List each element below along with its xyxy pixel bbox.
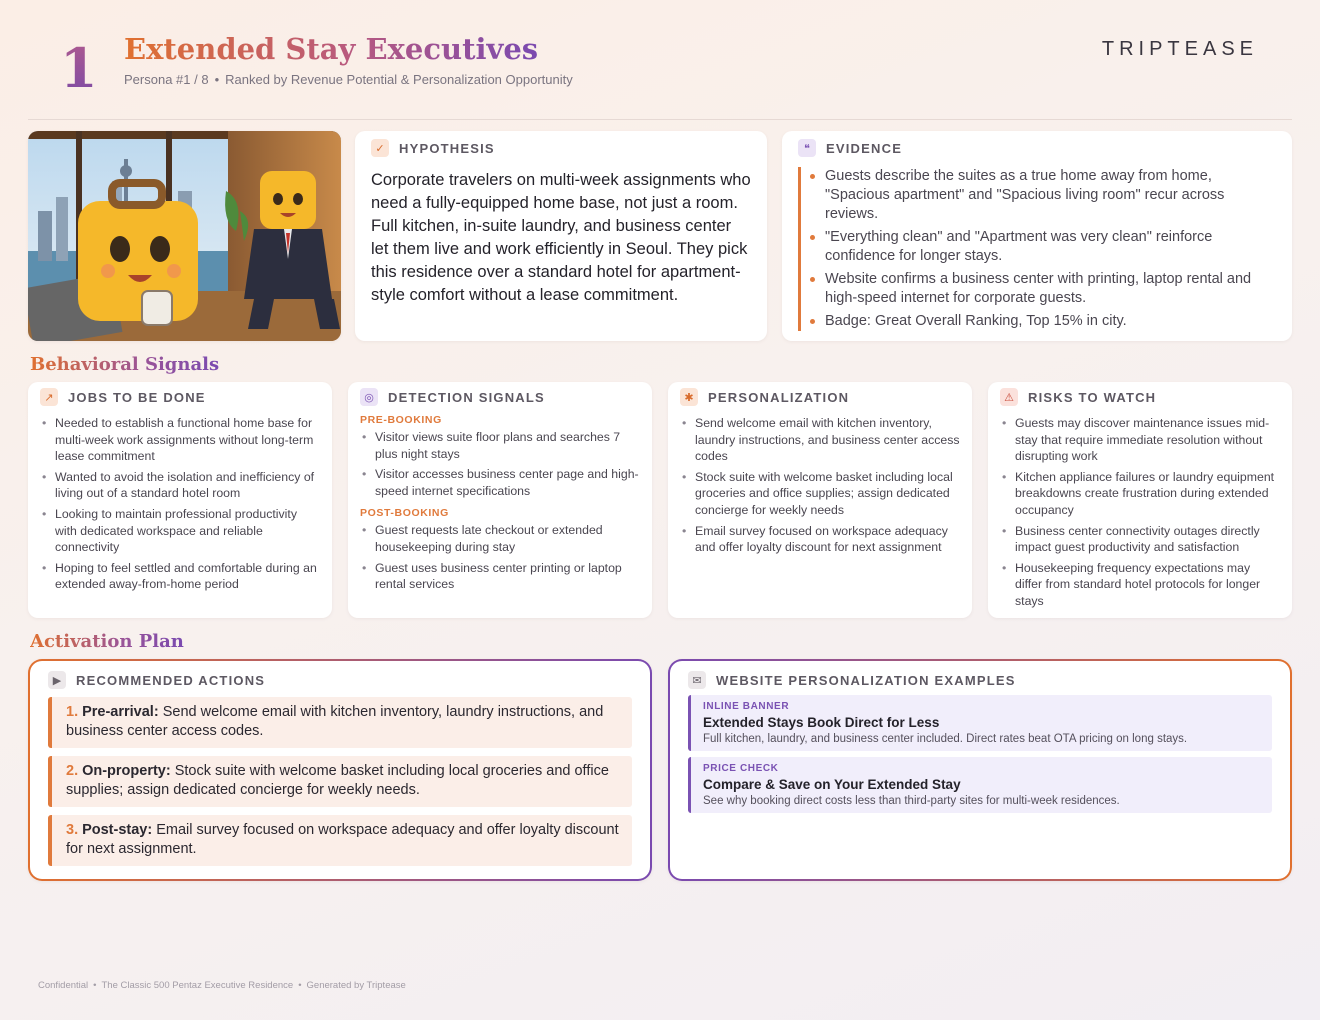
example-kind: INLINE BANNER: [703, 701, 790, 712]
page-title: Extended Stay Executives: [124, 32, 539, 66]
example-description: See why booking direct costs less than third-party sites for multi-week residences.: [703, 795, 1120, 807]
action-item: [48, 815, 632, 866]
action-title: Pre-arrival:: [82, 704, 159, 720]
list-item: • Wanted to avoid the isolation and inefficiency of living out of a standard hotel room: [40, 469, 320, 502]
list-item: • Stock suite with welcome basket including local groceries and office supplies; assign dedicated concierge for weekly needs: [680, 469, 960, 519]
list-item: • Email survey focused on workspace adequacy and offer loyalty discount for next assignment: [680, 523, 960, 556]
action-number: 1.: [66, 704, 79, 720]
list-item: • Guest requests late checkout or extended housekeeping during stay: [360, 522, 640, 555]
play-icon: ▶: [48, 671, 66, 689]
post-booking-label: POST-BOOKING: [360, 507, 449, 520]
example-item: [688, 757, 1272, 813]
hypothesis-heading: HYPOTHESIS: [399, 140, 495, 156]
evidence-item: Website confirms a business center with printing, laptop rental and high-speed internet for corporate guests.: [815, 270, 1276, 308]
risks-heading: RISKS TO WATCH: [1028, 389, 1157, 405]
jobs-heading: JOBS TO BE DONE: [68, 389, 206, 405]
actions-heading: RECOMMENDED ACTIONS: [76, 672, 266, 688]
action-item: [48, 756, 632, 807]
ranking-text: Ranked by Revenue Potential & Personalization Opportunity: [225, 72, 573, 87]
example-title: Extended Stays Book Direct for Less: [703, 715, 940, 730]
action-title: Post-stay:: [82, 822, 153, 838]
radar-icon: ◎: [360, 388, 378, 406]
quote-icon: ❝: [798, 139, 816, 157]
website-heading: WEBSITE PERSONALIZATION EXAMPLES: [716, 672, 1016, 688]
confidential-label: Confidential: [38, 980, 89, 991]
example-item: [688, 695, 1272, 751]
detection-signals-card: [348, 382, 652, 618]
page-header: [28, 28, 1292, 120]
evidence-item: "Everything clean" and "Apartment was very clean" reinforce confidence for longer stays.: [815, 228, 1276, 266]
generated-by: Generated by Triptease: [306, 980, 406, 991]
list-item: • Visitor accesses business center page and high-speed internet specifications: [360, 466, 640, 499]
list-item: • Guests may discover maintenance issues mid-stay that require immediate resolution without disrupting work: [1000, 415, 1280, 465]
arrow-up-right-icon: ↗: [40, 388, 58, 406]
property-name: The Classic 500 Pentaz Executive Residence: [101, 980, 294, 991]
evidence-heading: EVIDENCE: [826, 140, 903, 156]
personalization-heading: PERSONALIZATION: [708, 389, 850, 405]
persona-illustration: [28, 131, 341, 341]
page-subtitle: Persona #1 / 8 • Ranked by Revenue Potential & Personalization Opportunity: [124, 72, 573, 87]
mail-icon: ✉: [688, 671, 706, 689]
check-icon: ✓: [371, 139, 389, 157]
action-number: 3.: [66, 822, 79, 838]
persona-rank: 1: [60, 36, 98, 100]
action-text: Stock suite with welcome basket including local groceries and office supplies; assign dedicated concierge for weekly needs.: [66, 763, 609, 798]
behavioral-signals-heading: Behavioral Signals: [30, 354, 220, 375]
page-footer: Confidential • The Classic 500 Pentaz Executive Residence • Generated by Triptease: [38, 980, 406, 991]
pre-booking-label: PRE-BOOKING: [360, 414, 442, 426]
action-number: 2.: [66, 763, 79, 779]
action-text: Send welcome email with kitchen inventory, laundry instructions, and business center access codes.: [66, 704, 604, 739]
example-description: Full kitchen, laundry, and business center included. Direct rates beat OTA pricing on long stays.: [703, 733, 1188, 745]
list-item: • Needed to establish a functional home base for multi-week work assignments without long-term lease commitment: [40, 415, 320, 465]
persona-number: Persona #1 / 8: [124, 72, 209, 87]
risks-card: [988, 382, 1292, 618]
activation-plan-heading: Activation Plan: [30, 631, 184, 652]
list-item: • Housekeeping frequency expectations may differ from standard hotel protocols for longer stays: [1000, 560, 1280, 610]
list-item: • Kitchen appliance failures or laundry equipment breakdowns create frustration during extended occupancy: [1000, 469, 1280, 519]
evidence-card: [782, 131, 1292, 341]
list-item: • Looking to maintain professional productivity with dedicated workspace and reliable connectivity: [40, 506, 320, 556]
list-item: • Guest uses business center printing or laptop rental services: [360, 560, 640, 593]
asterisk-icon: ✱: [680, 388, 698, 406]
hypothesis-card: [355, 131, 767, 341]
example-kind: PRICE CHECK: [703, 763, 779, 774]
evidence-list: [815, 167, 1276, 331]
example-title: Compare & Save on Your Extended Stay: [703, 777, 961, 792]
list-item: • Send welcome email with kitchen inventory, laundry instructions, and business center access codes: [680, 415, 960, 465]
personalization-card: [668, 382, 972, 618]
website-personalization-card: [668, 659, 1292, 881]
evidence-item: Guests describe the suites as a true home away from home, "Spacious apartment" and "Spacious living room" recur across reviews.: [815, 167, 1276, 224]
action-title: On-property:: [82, 763, 171, 779]
jobs-to-be-done-card: [28, 382, 332, 618]
list-item: • Visitor views suite floor plans and searches 7 plus night stays: [360, 429, 640, 462]
warning-icon: ⚠: [1000, 388, 1018, 406]
list-item: • Hoping to feel settled and comfortable during an extended away-from-home period: [40, 560, 320, 593]
brand-logo: TRIPTEASE: [1101, 38, 1258, 60]
hypothesis-text: Corporate travelers on multi-week assignments who need a fully-equipped home base, not just a room. Full kitchen, in-suite laundry, and business center let them live and work efficiently in Seoul. They pick this residence over a standard hotel for apartment-style comfort without a lease commitment.: [371, 171, 751, 304]
action-text: Email survey focused on workspace adequacy and offer loyalty discount for next assignment.: [66, 822, 619, 857]
evidence-item: Badge: Great Overall Ranking, Top 15% in city.: [815, 312, 1276, 331]
detection-heading: DETECTION SIGNALS: [388, 389, 545, 405]
action-item: [48, 697, 632, 748]
recommended-actions-card: [28, 659, 652, 881]
list-item: • Business center connectivity outages directly impact guest productivity and satisfaction: [1000, 523, 1280, 556]
